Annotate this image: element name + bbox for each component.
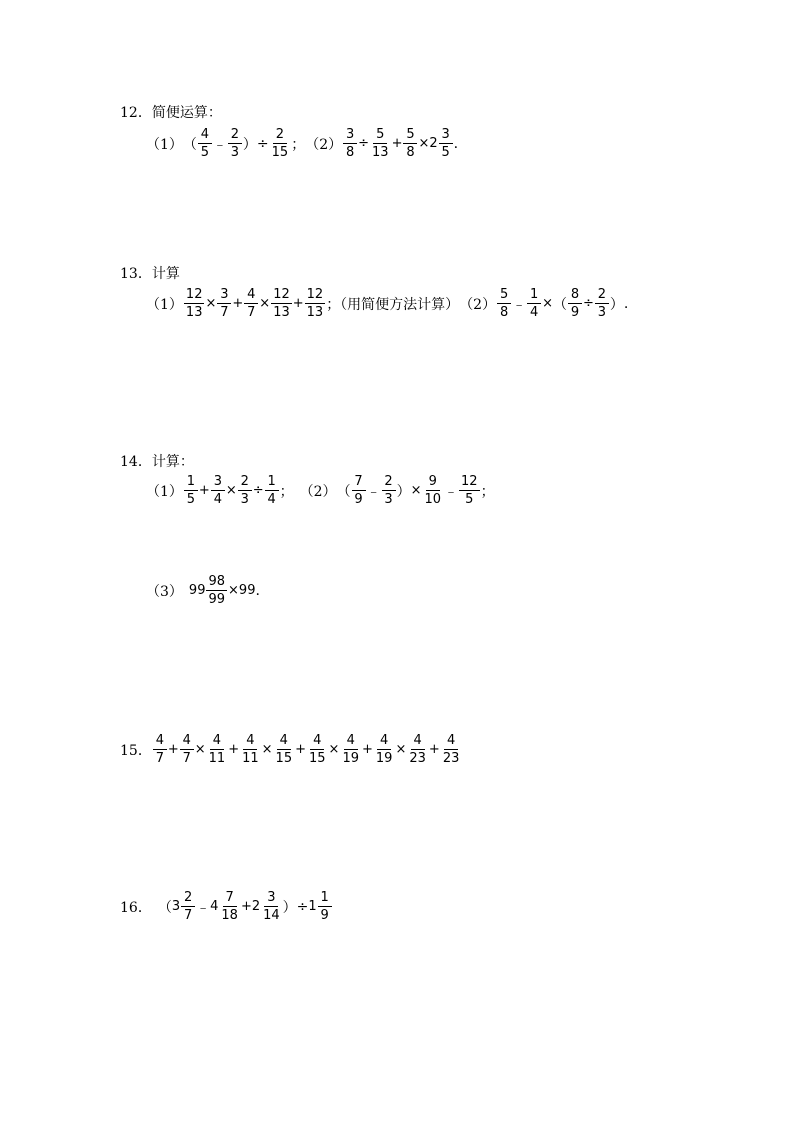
denominator: 5 [200, 145, 210, 160]
q13-rparen: ） [609, 296, 624, 313]
divide-sign: ÷ [583, 296, 594, 311]
mixed-whole: 99 [188, 583, 206, 598]
denominator: 5 [465, 492, 474, 507]
times-sign: × [418, 136, 430, 151]
denominator: 13 [306, 305, 324, 320]
numerator: 4 [411, 734, 425, 750]
plus-sign: + [292, 296, 304, 311]
numerator: 12 [185, 287, 203, 302]
denominator: 19 [342, 751, 359, 766]
minus-sign: ﹣ [366, 483, 381, 500]
denominator: 11 [208, 751, 226, 766]
denominator: 15 [271, 145, 289, 160]
divide-sign: ÷ [256, 135, 269, 152]
q13-frac-7 [527, 288, 541, 319]
plus-sign: + [228, 742, 240, 757]
numerator: 3 [343, 128, 357, 144]
times-sign: × [225, 483, 237, 498]
numerator: 4 [277, 734, 291, 750]
q12-frac-6 [403, 128, 417, 159]
numerator: 4 [377, 734, 391, 750]
numerator: 3 [264, 891, 278, 907]
numerator: 8 [568, 288, 582, 304]
denominator: 3 [240, 492, 249, 507]
denominator: 13 [372, 145, 389, 160]
period: . [255, 582, 260, 599]
q13-part2-label: （2） [459, 296, 497, 313]
q13-title: 13．计算 [120, 266, 180, 282]
numerator: 4 [344, 734, 358, 750]
q14-frac-7 [422, 475, 443, 506]
q14-part3-label: （3） [146, 583, 183, 600]
times-sign: × [410, 483, 422, 498]
numerator: 12 [461, 474, 478, 489]
q13-frac-5 [305, 288, 326, 319]
mixed-whole: 4 [210, 899, 219, 914]
q13-lparen: （ [553, 296, 568, 313]
numerator: 4 [244, 288, 258, 304]
q14-last-number: 99 [238, 583, 256, 598]
q16-lparen: （ [157, 899, 172, 916]
denominator: 4 [213, 492, 222, 507]
q16-label: 16． [120, 899, 152, 916]
denominator: 7 [247, 305, 256, 320]
q16-frac-4 [318, 891, 332, 922]
numerator: 4 [198, 128, 212, 144]
denominator: 7 [155, 751, 164, 766]
plus-sign: + [198, 483, 210, 498]
numerator: 9 [426, 475, 440, 491]
denominator: 13 [273, 305, 290, 320]
denominator: 4 [529, 305, 539, 320]
q15-frac-2 [180, 734, 194, 765]
q12-lparen: （ [182, 136, 197, 153]
period: . [623, 295, 629, 312]
denominator: 10 [424, 492, 442, 507]
q12-expression-line [146, 128, 458, 159]
mixed-whole: 2 [251, 899, 261, 914]
plus-sign: + [428, 742, 440, 757]
numerator: 1 [265, 475, 279, 491]
q15-frac-1 [153, 734, 167, 765]
minus-sign: ﹣ [196, 899, 211, 916]
separator: ； [291, 136, 306, 153]
numerator: 1 [184, 475, 198, 491]
denominator: 11 [242, 751, 259, 766]
numerator: 12 [273, 287, 290, 302]
q16-frac-1 [181, 891, 195, 922]
numerator: 5 [403, 128, 417, 144]
q14-rparen: ） [396, 483, 411, 500]
q15-frac-5 [274, 734, 295, 765]
times-sign: × [259, 296, 271, 311]
q14-frac-6 [382, 475, 396, 506]
q12-frac-1 [198, 128, 212, 159]
q15-frac-8 [374, 734, 395, 765]
times-sign: × [395, 742, 407, 757]
numerator: 4 [310, 734, 324, 750]
denominator: 7 [183, 908, 193, 923]
plus-sign: + [362, 742, 373, 757]
denominator: 8 [406, 145, 415, 160]
denominator: 23 [409, 751, 426, 766]
mixed-whole: 3 [171, 899, 181, 914]
denominator: 19 [375, 751, 393, 766]
numerator: 4 [243, 734, 257, 750]
denominator: 5 [441, 145, 450, 160]
times-sign: × [194, 742, 206, 757]
q12-frac-7 [439, 128, 453, 159]
denominator: 5 [186, 492, 196, 507]
numerator: 2 [273, 128, 287, 144]
q15-frac-4 [240, 734, 261, 765]
denominator: 7 [220, 305, 229, 320]
q14-frac-5 [352, 475, 366, 506]
q16-expression-line [120, 891, 333, 922]
numerator: 4 [180, 734, 194, 750]
numerator: 5 [373, 128, 387, 144]
mixed-whole: 2 [429, 136, 438, 151]
separator: ； [480, 483, 495, 500]
numerator: 2 [595, 288, 609, 304]
numerator: 4 [444, 734, 458, 750]
numerator: 5 [497, 288, 511, 304]
q14-frac-4 [265, 475, 279, 506]
plus-sign: + [240, 899, 252, 914]
q12-title: 12．简便运算： [120, 105, 222, 121]
numerator: 2 [382, 475, 396, 491]
minus-sign: ﹣ [512, 296, 527, 313]
times-sign: × [228, 583, 239, 598]
minus-sign: ﹣ [444, 483, 459, 500]
q15-frac-9 [407, 734, 428, 765]
numerator: 7 [223, 891, 237, 907]
numerator: 4 [210, 734, 224, 750]
numerator: 3 [439, 128, 453, 144]
denominator: 3 [384, 492, 393, 507]
denominator: 13 [185, 305, 203, 320]
denominator: 3 [230, 145, 240, 160]
q13-frac-6 [497, 288, 511, 319]
numerator: 3 [217, 288, 231, 304]
q16-frac-2 [219, 891, 240, 922]
q13-expression-line [146, 288, 628, 319]
numerator: 2 [181, 891, 195, 907]
q12-frac-2 [228, 128, 242, 159]
times-sign: × [542, 296, 554, 311]
q12-frac-5 [370, 128, 391, 159]
denominator: 15 [309, 751, 326, 766]
numerator: 2 [238, 475, 252, 491]
denominator: 3 [597, 305, 607, 320]
denominator: 9 [354, 492, 363, 507]
times-sign: × [328, 742, 340, 757]
q14-lparen: （ [336, 483, 351, 500]
q13-frac-8 [568, 288, 582, 319]
divide-sign: ÷ [358, 136, 370, 151]
denominator: 8 [499, 305, 509, 320]
q12-part2-label: （2） [305, 136, 343, 153]
q14-part2-label: （2） [299, 483, 337, 500]
q14-frac-3 [238, 475, 252, 506]
q15-frac-7 [340, 734, 361, 765]
numerator: 7 [352, 475, 366, 491]
denominator: 9 [570, 305, 580, 320]
times-sign: × [205, 296, 217, 311]
q12-rparen: ） [242, 136, 257, 153]
denominator: 7 [182, 751, 191, 766]
q13-frac-9 [595, 288, 609, 319]
q14-frac-9 [206, 575, 227, 606]
q14-part1-label: （1） [146, 483, 183, 500]
q16-frac-3 [261, 891, 282, 922]
q13-frac-2 [217, 288, 231, 319]
plus-sign: + [167, 742, 179, 757]
q13-frac-1 [184, 288, 205, 319]
period: . [453, 135, 459, 152]
numerator: 12 [306, 287, 324, 302]
minus-sign: ﹣ [212, 136, 227, 153]
numerator: 98 [208, 574, 226, 589]
denominator: 23 [442, 751, 460, 766]
denominator: 8 [345, 145, 355, 160]
q12-frac-4 [343, 128, 357, 159]
q12-frac-3 [270, 128, 291, 159]
q14-frac-2 [211, 475, 225, 506]
plus-sign: + [391, 136, 403, 151]
q14-frac-1 [184, 475, 198, 506]
denominator: 18 [221, 908, 238, 923]
numerator: 1 [318, 891, 332, 907]
q15-frac-10 [441, 734, 462, 765]
q15-frac-6 [307, 734, 328, 765]
numerator: 4 [153, 734, 167, 750]
q14-expression-line-1 [146, 475, 495, 506]
q14-title: 14．计算： [120, 454, 194, 470]
q12-part1-label: （1） [146, 136, 183, 153]
q13-frac-3 [244, 288, 258, 319]
q13-note: ；（用简便方法计算） [326, 296, 460, 313]
q16-rparen: ） [282, 899, 297, 916]
denominator: 15 [275, 751, 293, 766]
plus-sign: + [295, 742, 306, 757]
denominator: 4 [267, 492, 276, 507]
denominator: 99 [208, 592, 226, 607]
q14-frac-8 [459, 475, 480, 506]
numerator: 1 [527, 288, 541, 304]
q15-frac-3 [207, 734, 228, 765]
denominator: 9 [320, 908, 329, 923]
q14-expression-line-2 [146, 575, 260, 606]
numerator: 2 [228, 128, 242, 144]
q15-expression-line [120, 734, 462, 765]
plus-sign: + [232, 296, 244, 311]
numerator: 3 [211, 475, 225, 491]
mixed-whole: 1 [308, 899, 317, 914]
separator: ； [279, 483, 294, 500]
q13-part1-label: （1） [146, 296, 183, 313]
denominator: 14 [263, 908, 280, 923]
q13-frac-4 [271, 288, 292, 319]
q15-label: 15． [120, 742, 152, 759]
times-sign: × [261, 742, 273, 757]
divide-sign: ÷ [296, 898, 309, 915]
divide-sign: ÷ [252, 483, 264, 498]
